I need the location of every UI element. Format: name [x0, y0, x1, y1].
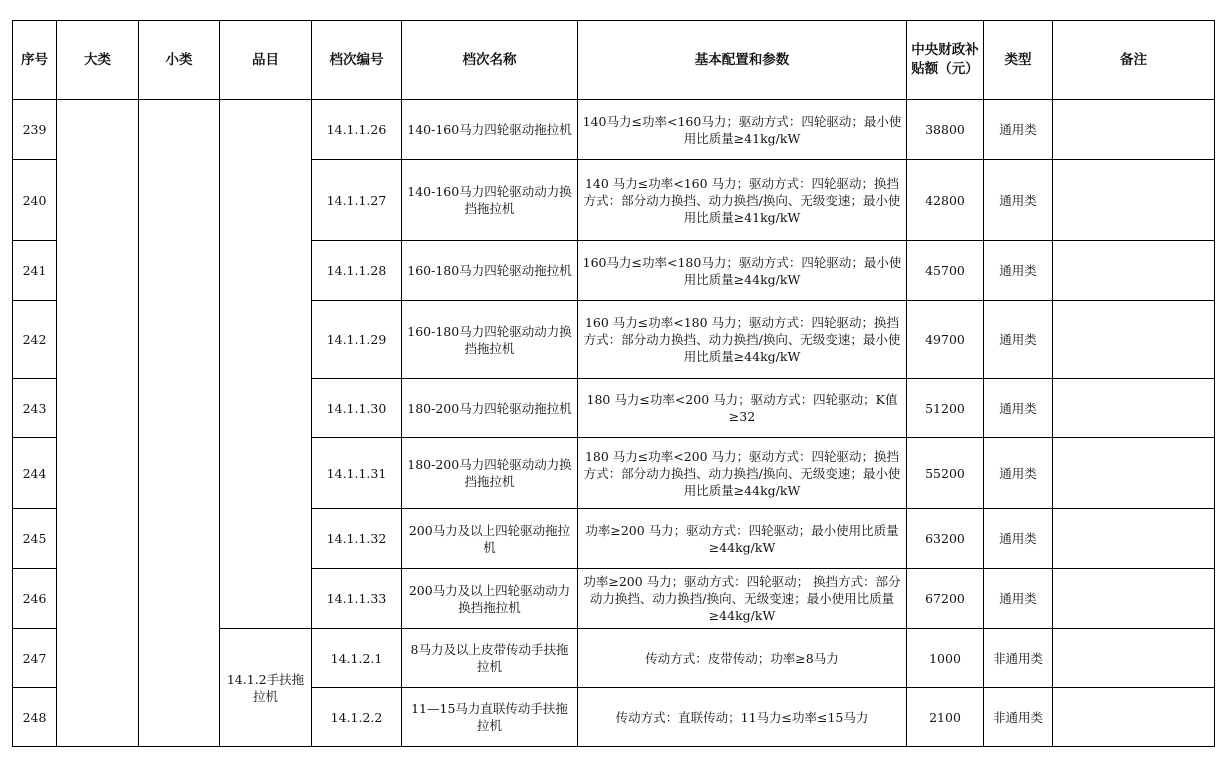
cell-config: 传动方式：皮带传动；功率≥8马力: [578, 629, 907, 688]
table-row: [13, 100, 1215, 160]
cell-code: 14.1.1.33: [312, 569, 402, 629]
cell-config: 180 马力≤功率<200 马力；驱动方式：四轮驱动；换挡方式：部分动力换挡、动力换挡/换向、无级变速；最小使用比质量≥44kg/kW: [578, 438, 907, 509]
header-seq: 序号: [13, 21, 57, 100]
cell-remark: [1053, 629, 1215, 688]
cell-name: 8马力及以上皮带传动手扶拖拉机: [402, 629, 578, 688]
cell-subsidy: 49700: [907, 301, 984, 379]
cell-subcategory: [139, 100, 220, 747]
cell-seq: 239: [13, 100, 57, 160]
cell-seq: 248: [13, 688, 57, 747]
cell-name: 140-160马力四轮驱动动力换挡拖拉机: [402, 160, 578, 241]
cell-seq: 247: [13, 629, 57, 688]
cell-name: 160-180马力四轮驱动动力换挡拖拉机: [402, 301, 578, 379]
cell-name: 140-160马力四轮驱动拖拉机: [402, 100, 578, 160]
cell-config: 140马力≤功率<160马力；驱动方式：四轮驱动；最小使用比质量≥41kg/kW: [578, 100, 907, 160]
cell-config: 140 马力≤功率<160 马力；驱动方式：四轮驱动；换挡方式：部分动力换挡、动力换挡/换向、无级变速；最小使用比质量≥41kg/kW: [578, 160, 907, 241]
header-row: [13, 21, 1215, 100]
header-config: 基本配置和参数: [578, 21, 907, 100]
cell-code: 14.1.1.30: [312, 379, 402, 438]
cell-remark: [1053, 100, 1215, 160]
cell-subsidy: 55200: [907, 438, 984, 509]
cell-code: 14.1.1.29: [312, 301, 402, 379]
cell-remark: [1053, 509, 1215, 569]
cell-subsidy: 38800: [907, 100, 984, 160]
cell-type: 非通用类: [984, 629, 1053, 688]
cell-type: 非通用类: [984, 688, 1053, 747]
cell-subsidy: 2100: [907, 688, 984, 747]
cell-seq: 241: [13, 241, 57, 301]
cell-name: 180-200马力四轮驱动动力换挡拖拉机: [402, 438, 578, 509]
cell-type: 通用类: [984, 509, 1053, 569]
cell-type: 通用类: [984, 241, 1053, 301]
cell-remark: [1053, 241, 1215, 301]
cell-seq: 245: [13, 509, 57, 569]
cell-remark: [1053, 160, 1215, 241]
cell-code: 14.1.2.1: [312, 629, 402, 688]
cell-subsidy: 67200: [907, 569, 984, 629]
subsidy-table: [12, 20, 1215, 747]
cell-type: 通用类: [984, 301, 1053, 379]
cell-name: 180-200马力四轮驱动拖拉机: [402, 379, 578, 438]
header-subsidy: 中央财政补贴额（元）: [907, 21, 984, 100]
cell-type: 通用类: [984, 160, 1053, 241]
cell-config: 160 马力≤功率<180 马力；驱动方式：四轮驱动；换挡方式：部分动力换挡、动力换挡/换向、无级变速；最小使用比质量≥44kg/kW: [578, 301, 907, 379]
cell-config: 160马力≤功率<180马力；驱动方式：四轮驱动；最小使用比质量≥44kg/kW: [578, 241, 907, 301]
header-category: 大类: [57, 21, 139, 100]
cell-config: 功率≥200 马力；驱动方式：四轮驱动； 换挡方式：部分动力换挡、动力换挡/换向、无级变速；最小使用比质量≥44kg/kW: [578, 569, 907, 629]
header-grade-code: 档次编号: [312, 21, 402, 100]
cell-config: 传动方式：直联传动；11马力≤功率≤15马力: [578, 688, 907, 747]
cell-config: 180 马力≤功率<200 马力；驱动方式：四轮驱动；K值≥32: [578, 379, 907, 438]
cell-subsidy: 45700: [907, 241, 984, 301]
cell-type: 通用类: [984, 100, 1053, 160]
cell-code: 14.1.1.26: [312, 100, 402, 160]
header-item: 品目: [220, 21, 312, 100]
cell-seq: 244: [13, 438, 57, 509]
cell-remark: [1053, 379, 1215, 438]
cell-seq: 246: [13, 569, 57, 629]
cell-remark: [1053, 438, 1215, 509]
cell-subsidy: 63200: [907, 509, 984, 569]
cell-remark: [1053, 569, 1215, 629]
cell-remark: [1053, 688, 1215, 747]
header-grade-name: 档次名称: [402, 21, 578, 100]
cell-code: 14.1.1.27: [312, 160, 402, 241]
header-remarks: 备注: [1053, 21, 1215, 100]
cell-seq: 242: [13, 301, 57, 379]
cell-type: 通用类: [984, 438, 1053, 509]
cell-name: 200马力及以上四轮驱动拖拉机: [402, 509, 578, 569]
cell-config: 功率≥200 马力；驱动方式：四轮驱动；最小使用比质量≥44kg/kW: [578, 509, 907, 569]
cell-type: 通用类: [984, 379, 1053, 438]
cell-seq: 243: [13, 379, 57, 438]
cell-code: 14.1.1.28: [312, 241, 402, 301]
cell-remark: [1053, 301, 1215, 379]
cell-name: 160-180马力四轮驱动拖拉机: [402, 241, 578, 301]
cell-item-group-1: [220, 100, 312, 629]
cell-subsidy: 51200: [907, 379, 984, 438]
cell-code: 14.1.1.31: [312, 438, 402, 509]
cell-seq: 240: [13, 160, 57, 241]
cell-subsidy: 42800: [907, 160, 984, 241]
cell-code: 14.1.1.32: [312, 509, 402, 569]
cell-category: [57, 100, 139, 747]
cell-type: 通用类: [984, 569, 1053, 629]
cell-name: 200马力及以上四轮驱动动力换挡拖拉机: [402, 569, 578, 629]
cell-name: 11—15马力直联传动手扶拖拉机: [402, 688, 578, 747]
cell-item-group-2: 14.1.2手扶拖拉机: [220, 629, 312, 747]
cell-code: 14.1.2.2: [312, 688, 402, 747]
cell-subsidy: 1000: [907, 629, 984, 688]
header-subcategory: 小类: [139, 21, 220, 100]
header-type: 类型: [984, 21, 1053, 100]
